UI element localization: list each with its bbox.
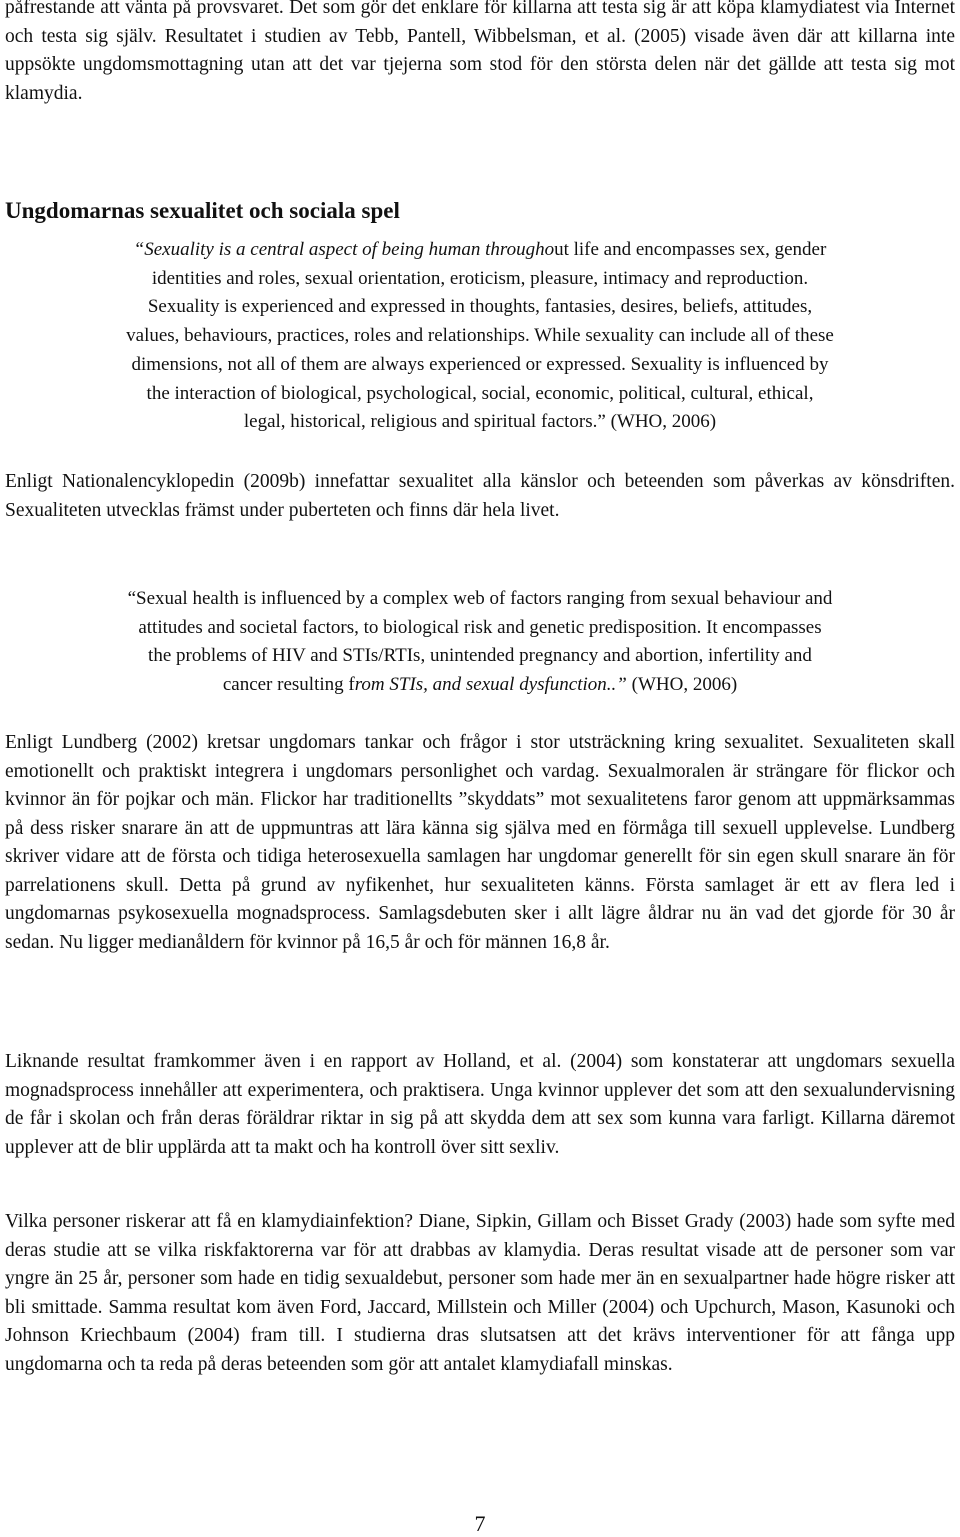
- who-quote-sexual-health: [5, 585, 955, 700]
- paragraph-riskfaktorer: Vilka personer riskerar att få en klamydiainfektion? Diane, Sipkin, Gillam och Bisset Grady (2003) hade som syfte med deras studie att se vilka riskfaktorerna var för att drabbas av klamydia. Deras resultat visade att de personer som var yngre än 25 år, personer som hade en tidig sexualdebut, personer som hade mer än en sexualpartner hade högre risker att bli smittade. Samma resultat kom även Ford, Jaccard, Millstein och Miller (2004) och Upchurch, Mason, Kasunoki och Johnson Kriechbaum (2004) fram till. I studierna dras slutsatsen att det krävs interventioner för att fånga upp ungdomarna och ta reda på deras beteenden som gör att antalet klamydiafall minskas.: [5, 1211, 955, 1375]
- quote-text: (WHO, 2006): [626, 674, 738, 696]
- paragraph-nationalencyklopedin: Enligt Nationalencyklopedin (2009b) innefattar sexualitet alla känslor och beteenden som påverkas av könsdriften. Sexualiteten utvecklas främst under puberteten och finns där hela livet.: [5, 471, 955, 521]
- quote-line: the interaction of biological, psychological, social, economic, political, cultural, ethical,: [146, 382, 814, 404]
- quote-line: Sexuality is experienced and expressed in thoughts, fantasies, desires, beliefs, attitudes,: [147, 296, 813, 318]
- quote-line: values, behaviours, practices, roles and relationships. While sexuality can include all of these: [126, 325, 834, 347]
- quote-text: cancer resulting f: [222, 674, 355, 696]
- quote-line: dimensions, not all of them are always experienced or expressed. Sexuality is influenced by: [131, 353, 829, 375]
- quote-text: ut life and encompasses sex, gender: [554, 239, 827, 260]
- quote-line: legal, historical, religious and spiritual factors.” (WHO, 2006): [243, 411, 717, 433]
- quote-line: [5, 236, 955, 265]
- section-heading: Ungdomarnas sexualitet och sociala spel: [5, 198, 400, 223]
- quote-line: [5, 671, 955, 700]
- who-quote-sexuality: [5, 236, 955, 437]
- quote-italic-text: rom STIs, and sexual dysfunction..”: [354, 674, 627, 696]
- paragraph-lundberg: Enligt Lundberg (2002) kretsar ungdomars tankar och frågor i stor utsträckning kring sexualitet. Sexualiteten skall emotionellt och praktiskt integrera i ungdomars personlighet och vardag. Sexualmoralen är strängare för flickor och kvinnor än för pojkar och män. Flickor har traditionellts ”skyddats” mot sexualitetens faror genom att uppmärksammas på dess risker snarare än att de uppmuntras att lära känna sig själva med en förmåga till sexuell upplevelse. Lundberg skriver vidare att de första och tidiga heterosexuella samlagen har ungdomar generellt för sin egen skull snarare än för parrelationens skull. Detta på grund av nyfikenhet, hur sexualiteten känns. Första samlaget är ett av flera led i ungdomarnas psykosexuella mognadsprocess. Samlagsdebuten sker i allt lägre åldrar nu än vad det gjorde för 30 år sedan. Nu ligger medianåldern för kvinnor på 16,5 år och för männen 16,8 år.: [5, 732, 955, 953]
- quote-line: attitudes and societal factors, to biological risk and genetic predisposition. It encompasses: [138, 616, 822, 638]
- quote-line: identities and roles, sexual orientation, eroticism, pleasure, intimacy and reproduction.: [151, 267, 809, 289]
- quote-italic-text: “Sexuality is a central aspect of being human througho: [133, 239, 555, 260]
- quote-line: “Sexual health is influenced by a complex web of factors ranging from sexual behaviour and: [127, 588, 833, 609]
- paragraph-holland: Liknande resultat framkommer även i en rapport av Holland, et al. (2004) som konstaterar att ungdomars sexuella mognadsprocess innehåller att experimentera, och praktisera. Unga kvinnor upplever det som att den sexualundervisning de får i skolan och från deras föräldrar riktar in sig på att skydda dem att sex som kunna vara farligt. Killarna däremot upplever att de blir upplärda att ta makt och ha kontroll över sitt sexliv.: [5, 1051, 955, 1158]
- page-number: 7: [474, 1511, 486, 1536]
- paragraph-intro: påfrestande att vänta på provsvaret. Det som gör det enklare för killarna att testa sig är att köpa klamydiatest via Internet och testa sig själv. Resultatet i studien av Tebb, Pantell, Wibbelsman, et al. (2005) visade även där att killarna inte uppsökte ungdomsmottagning utan att det var tjejerna som stod för den största delen när det gällde att testa sig mot klamydia.: [5, 0, 955, 104]
- quote-line: the problems of HIV and STIs/RTIs, unintended pregnancy and abortion, infertility and: [148, 645, 812, 667]
